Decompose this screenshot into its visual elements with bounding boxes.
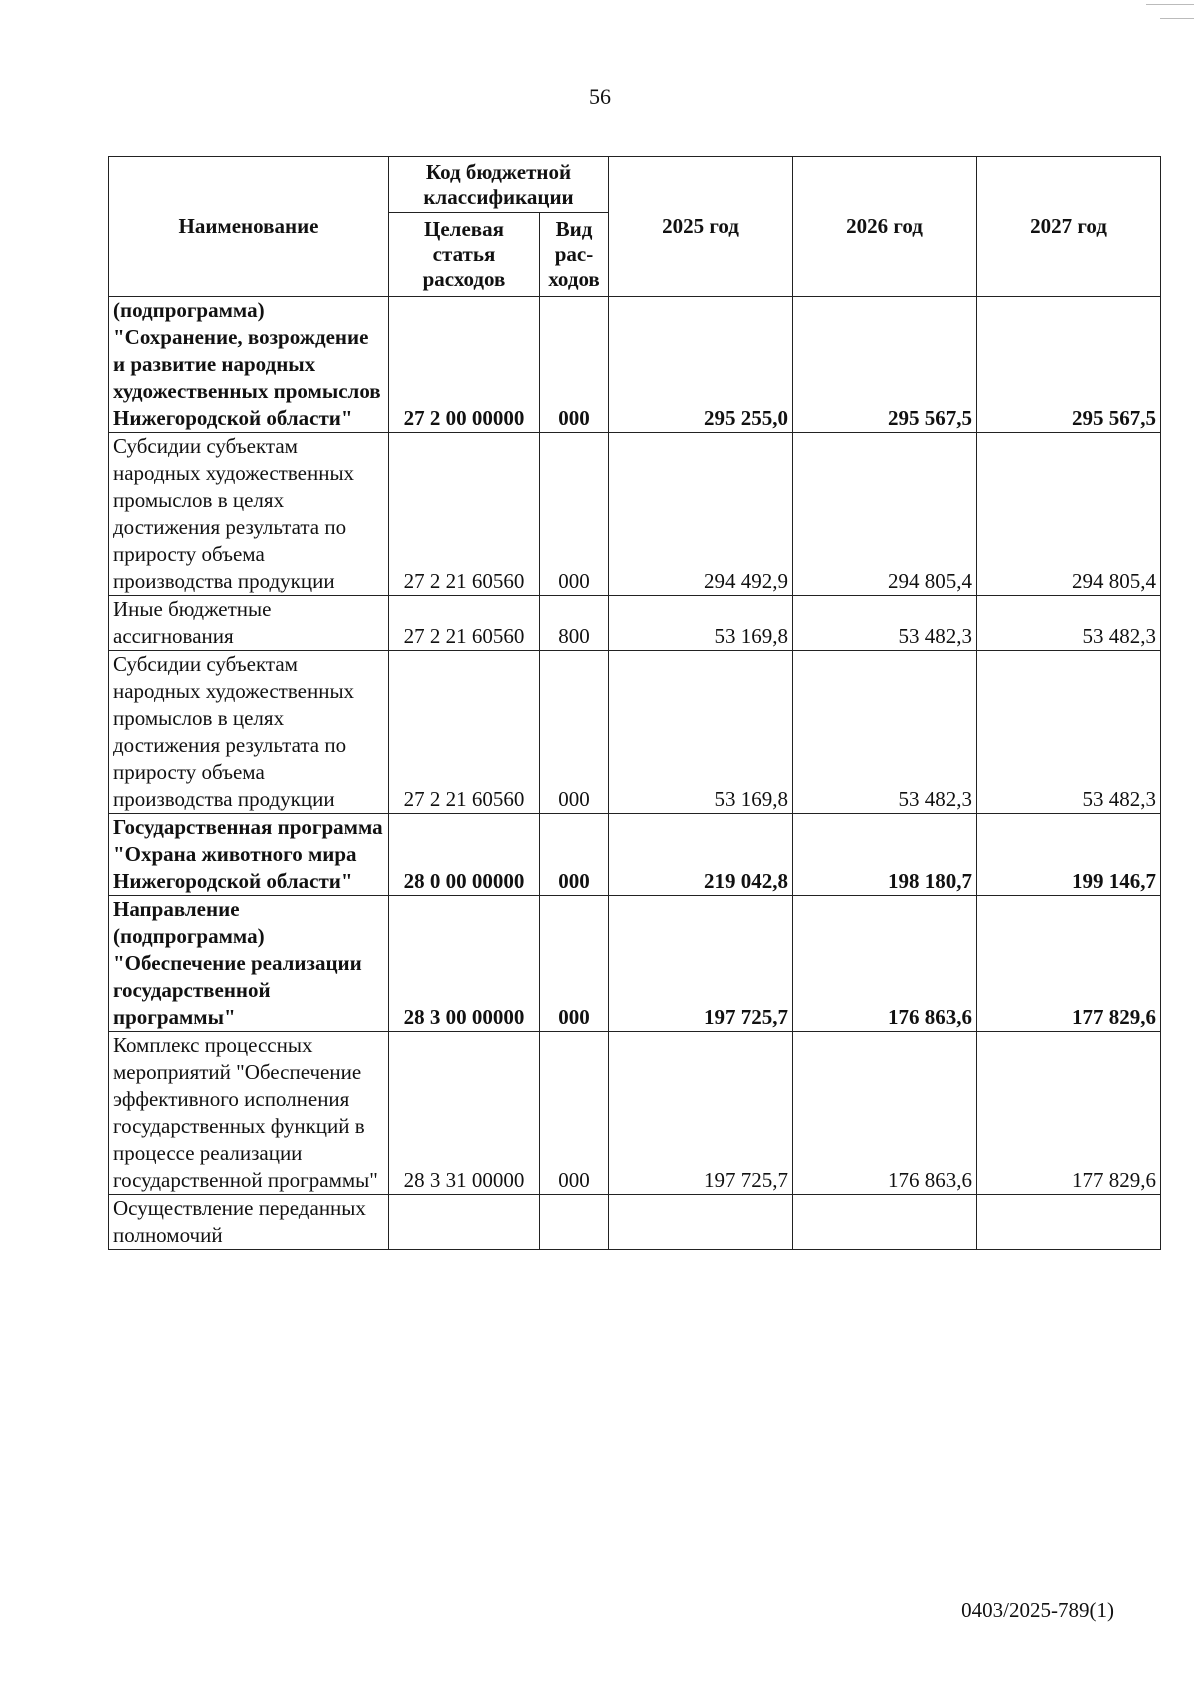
table-row [109, 814, 1161, 896]
cell-name: Субсидии субъектам народных художественных промыслов в целях достижения результата по приросту объема производства продукции [109, 433, 389, 596]
header-year-2027: 2027 год [977, 157, 1161, 297]
table-row [109, 297, 1161, 433]
cell-year-2026: 53 482,3 [793, 651, 977, 814]
cell-year-2025: 53 169,8 [609, 651, 793, 814]
table-row [109, 1195, 1161, 1250]
cell-target-article: 28 0 00 00000 [389, 814, 540, 896]
cell-name: Направление (подпрограмма) "Обеспечение реализации государственной программы" [109, 896, 389, 1032]
page-number: 56 [589, 84, 611, 109]
cell-year-2027: 177 829,6 [977, 896, 1161, 1032]
header-target-article: Целевая статья расходов [389, 213, 540, 297]
header-year-2025: 2025 год [609, 157, 793, 297]
table-header [109, 157, 1161, 297]
cell-expense-type: 000 [540, 1032, 609, 1195]
document-code: 0403/2025-789(1) [961, 1598, 1114, 1622]
table-row [109, 651, 1161, 814]
cell-year-2025: 197 725,7 [609, 1032, 793, 1195]
cell-year-2027: 294 805,4 [977, 433, 1161, 596]
header-name: Наименование [109, 157, 389, 297]
cell-name: (подпрограмма) "Сохранение, возрождение и развитие народных художественных промыслов Нижегородской области" [109, 297, 389, 433]
cell-expense-type: 000 [540, 814, 609, 896]
cell-expense-type: 000 [540, 651, 609, 814]
cell-target-article: 27 2 21 60560 [389, 651, 540, 814]
cell-expense-type: 000 [540, 433, 609, 596]
cell-target-article [389, 1195, 540, 1250]
cell-target-article: 27 2 21 60560 [389, 433, 540, 596]
table-row [109, 1032, 1161, 1195]
header-budget-code-group: Код бюджетной классификации [389, 157, 609, 213]
cell-year-2026: 176 863,6 [793, 896, 977, 1032]
cell-year-2025: 53 169,8 [609, 596, 793, 651]
cell-year-2027: 53 482,3 [977, 651, 1161, 814]
cell-expense-type [540, 1195, 609, 1250]
cell-year-2027: 199 146,7 [977, 814, 1161, 896]
table-row [109, 433, 1161, 596]
cell-year-2026: 295 567,5 [793, 297, 977, 433]
cell-year-2026 [793, 1195, 977, 1250]
cell-name: Комплекс процессных мероприятий "Обеспечение эффективного исполнения государственных функций в процессе реализации государственной программы" [109, 1032, 389, 1195]
table-row [109, 896, 1161, 1032]
cell-year-2026: 294 805,4 [793, 433, 977, 596]
cell-expense-type: 000 [540, 896, 609, 1032]
cell-expense-type: 000 [540, 297, 609, 433]
cell-target-article: 27 2 00 00000 [389, 297, 540, 433]
cell-year-2025: 197 725,7 [609, 896, 793, 1032]
cell-year-2025: 294 492,9 [609, 433, 793, 596]
cell-year-2026: 176 863,6 [793, 1032, 977, 1195]
header-year-2026: 2026 год [793, 157, 977, 297]
cell-target-article: 28 3 00 00000 [389, 896, 540, 1032]
cell-expense-type: 800 [540, 596, 609, 651]
scan-edge-mark [1160, 18, 1194, 19]
table-row [109, 596, 1161, 651]
cell-year-2027: 177 829,6 [977, 1032, 1161, 1195]
cell-name: Государственная программа "Охрана животного мира Нижегородской области" [109, 814, 389, 896]
cell-year-2026: 198 180,7 [793, 814, 977, 896]
cell-target-article: 27 2 21 60560 [389, 596, 540, 651]
cell-year-2027: 53 482,3 [977, 596, 1161, 651]
cell-year-2027: 295 567,5 [977, 297, 1161, 433]
header-expense-type: Вид рас-ходов [540, 213, 609, 297]
cell-target-article: 28 3 31 00000 [389, 1032, 540, 1195]
cell-year-2025: 219 042,8 [609, 814, 793, 896]
cell-name: Осуществление переданных полномочий [109, 1195, 389, 1250]
scan-edge-mark [1146, 4, 1194, 5]
cell-year-2027 [977, 1195, 1161, 1250]
cell-year-2025: 295 255,0 [609, 297, 793, 433]
cell-name: Иные бюджетные ассигнования [109, 596, 389, 651]
cell-year-2026: 53 482,3 [793, 596, 977, 651]
cell-name: Субсидии субъектам народных художественных промыслов в целях достижения результата по приросту объема производства продукции [109, 651, 389, 814]
budget-table [108, 156, 1161, 1250]
cell-year-2025 [609, 1195, 793, 1250]
table-body [109, 297, 1161, 1250]
